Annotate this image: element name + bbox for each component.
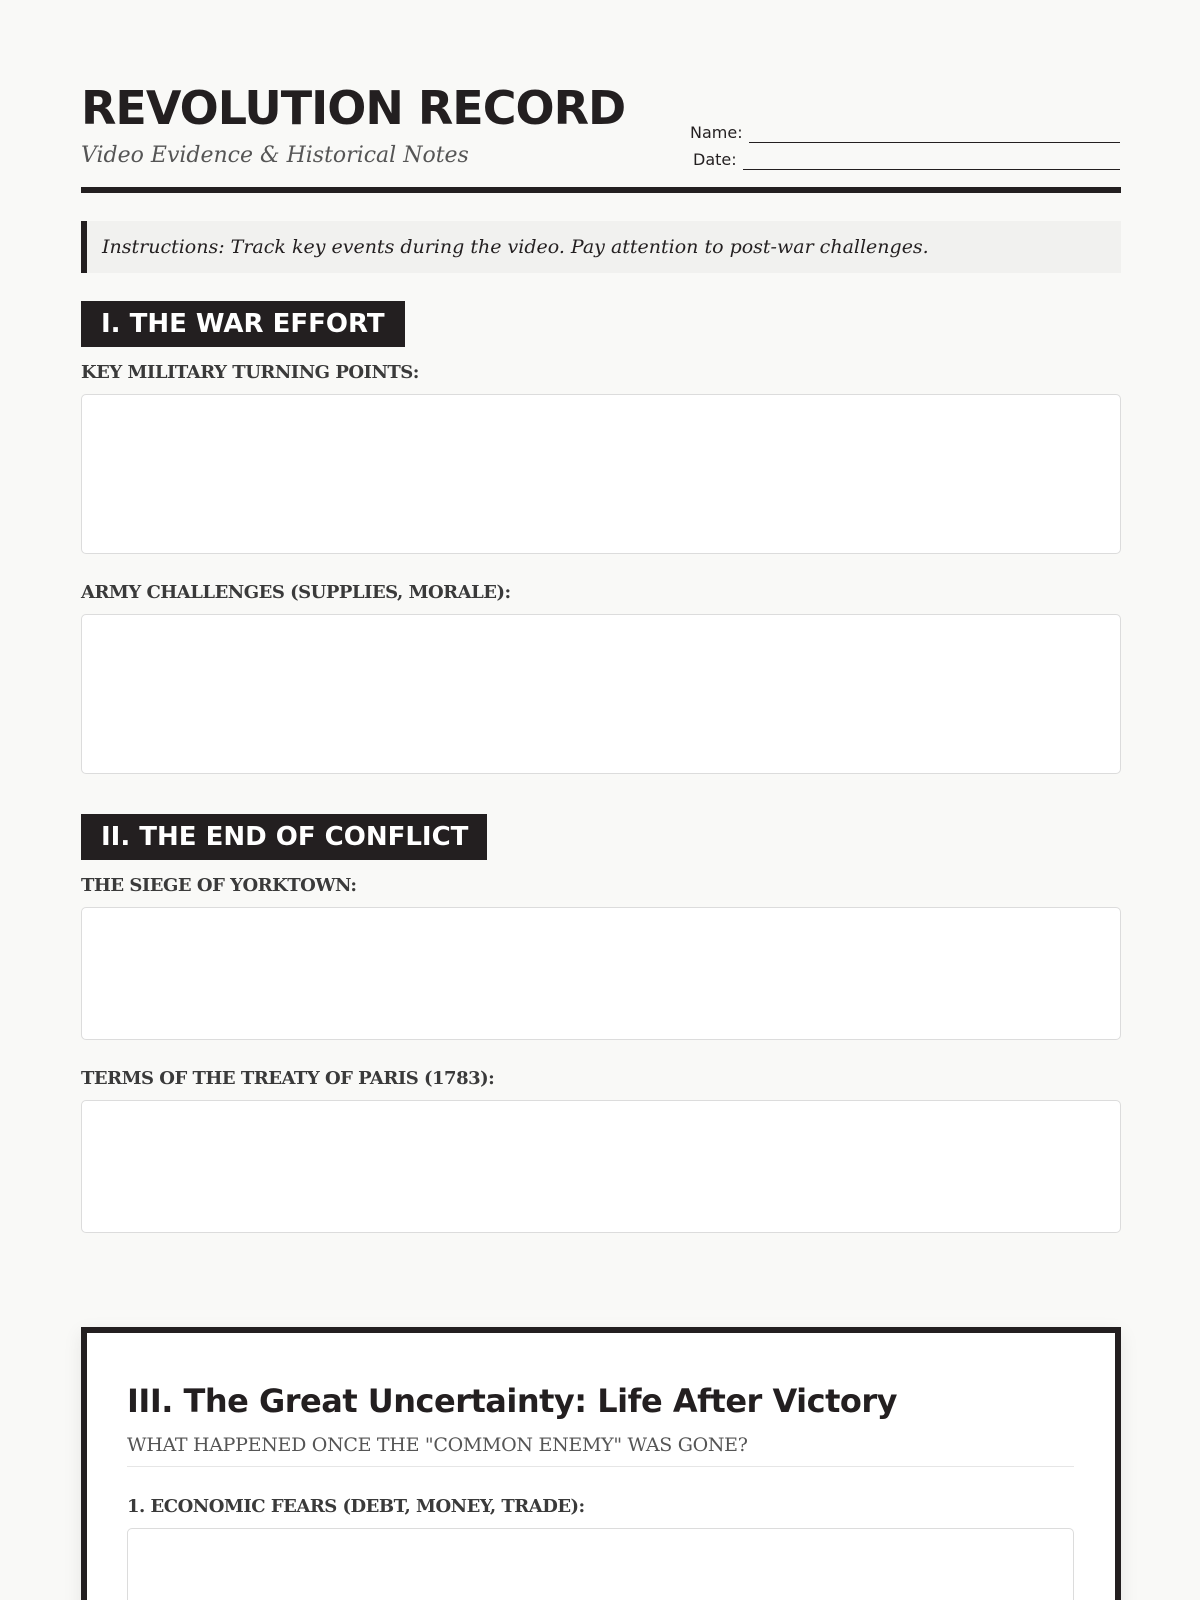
section-heading-end-of-conflict: II. THE END OF CONFLICT — [81, 814, 487, 860]
date-label: Date: — [693, 150, 737, 169]
section-title-life-after-victory: III. The Great Uncertainty: Life After Victory — [127, 1382, 897, 1420]
answer-box-treaty-of-paris[interactable] — [81, 1100, 1121, 1233]
prompt-label-economic-fears: 1. ECONOMIC FEARS (DEBT, MONEY, TRADE): — [127, 1496, 585, 1517]
prompt-label-military-turning-points: KEY MILITARY TURNING POINTS: — [81, 362, 419, 383]
prompt-label-siege-of-yorktown: THE SIEGE OF YORKTOWN: — [81, 875, 357, 896]
date-field-row — [693, 148, 1120, 170]
card-divider — [127, 1466, 1074, 1467]
answer-box-army-challenges[interactable] — [81, 614, 1121, 774]
prompt-label-treaty-of-paris: TERMS OF THE TREATY OF PARIS (1783): — [81, 1068, 495, 1089]
date-field[interactable] — [743, 151, 1120, 170]
answer-box-economic-fears[interactable] — [127, 1528, 1074, 1600]
name-label: Name: — [690, 123, 743, 142]
section-heading-war-effort: I. THE WAR EFFORT — [81, 301, 405, 347]
name-field[interactable] — [749, 124, 1120, 143]
page-subtitle: Video Evidence & Historical Notes — [81, 143, 469, 168]
answer-box-military-turning-points[interactable] — [81, 394, 1121, 554]
section-card-life-after-victory — [81, 1327, 1121, 1600]
header-divider — [81, 187, 1121, 193]
name-field-row — [690, 121, 1120, 143]
page-title: REVOLUTION RECORD — [81, 81, 626, 135]
section-subtitle-common-enemy: WHAT HAPPENED ONCE THE "COMMON ENEMY" WAS GONE? — [127, 1434, 748, 1456]
answer-box-siege-of-yorktown[interactable] — [81, 907, 1121, 1040]
prompt-label-army-challenges: ARMY CHALLENGES (SUPPLIES, MORALE): — [81, 582, 511, 603]
instructions-box: Instructions: Track key events during the video. Pay attention to post-war challenges. — [81, 221, 1121, 273]
